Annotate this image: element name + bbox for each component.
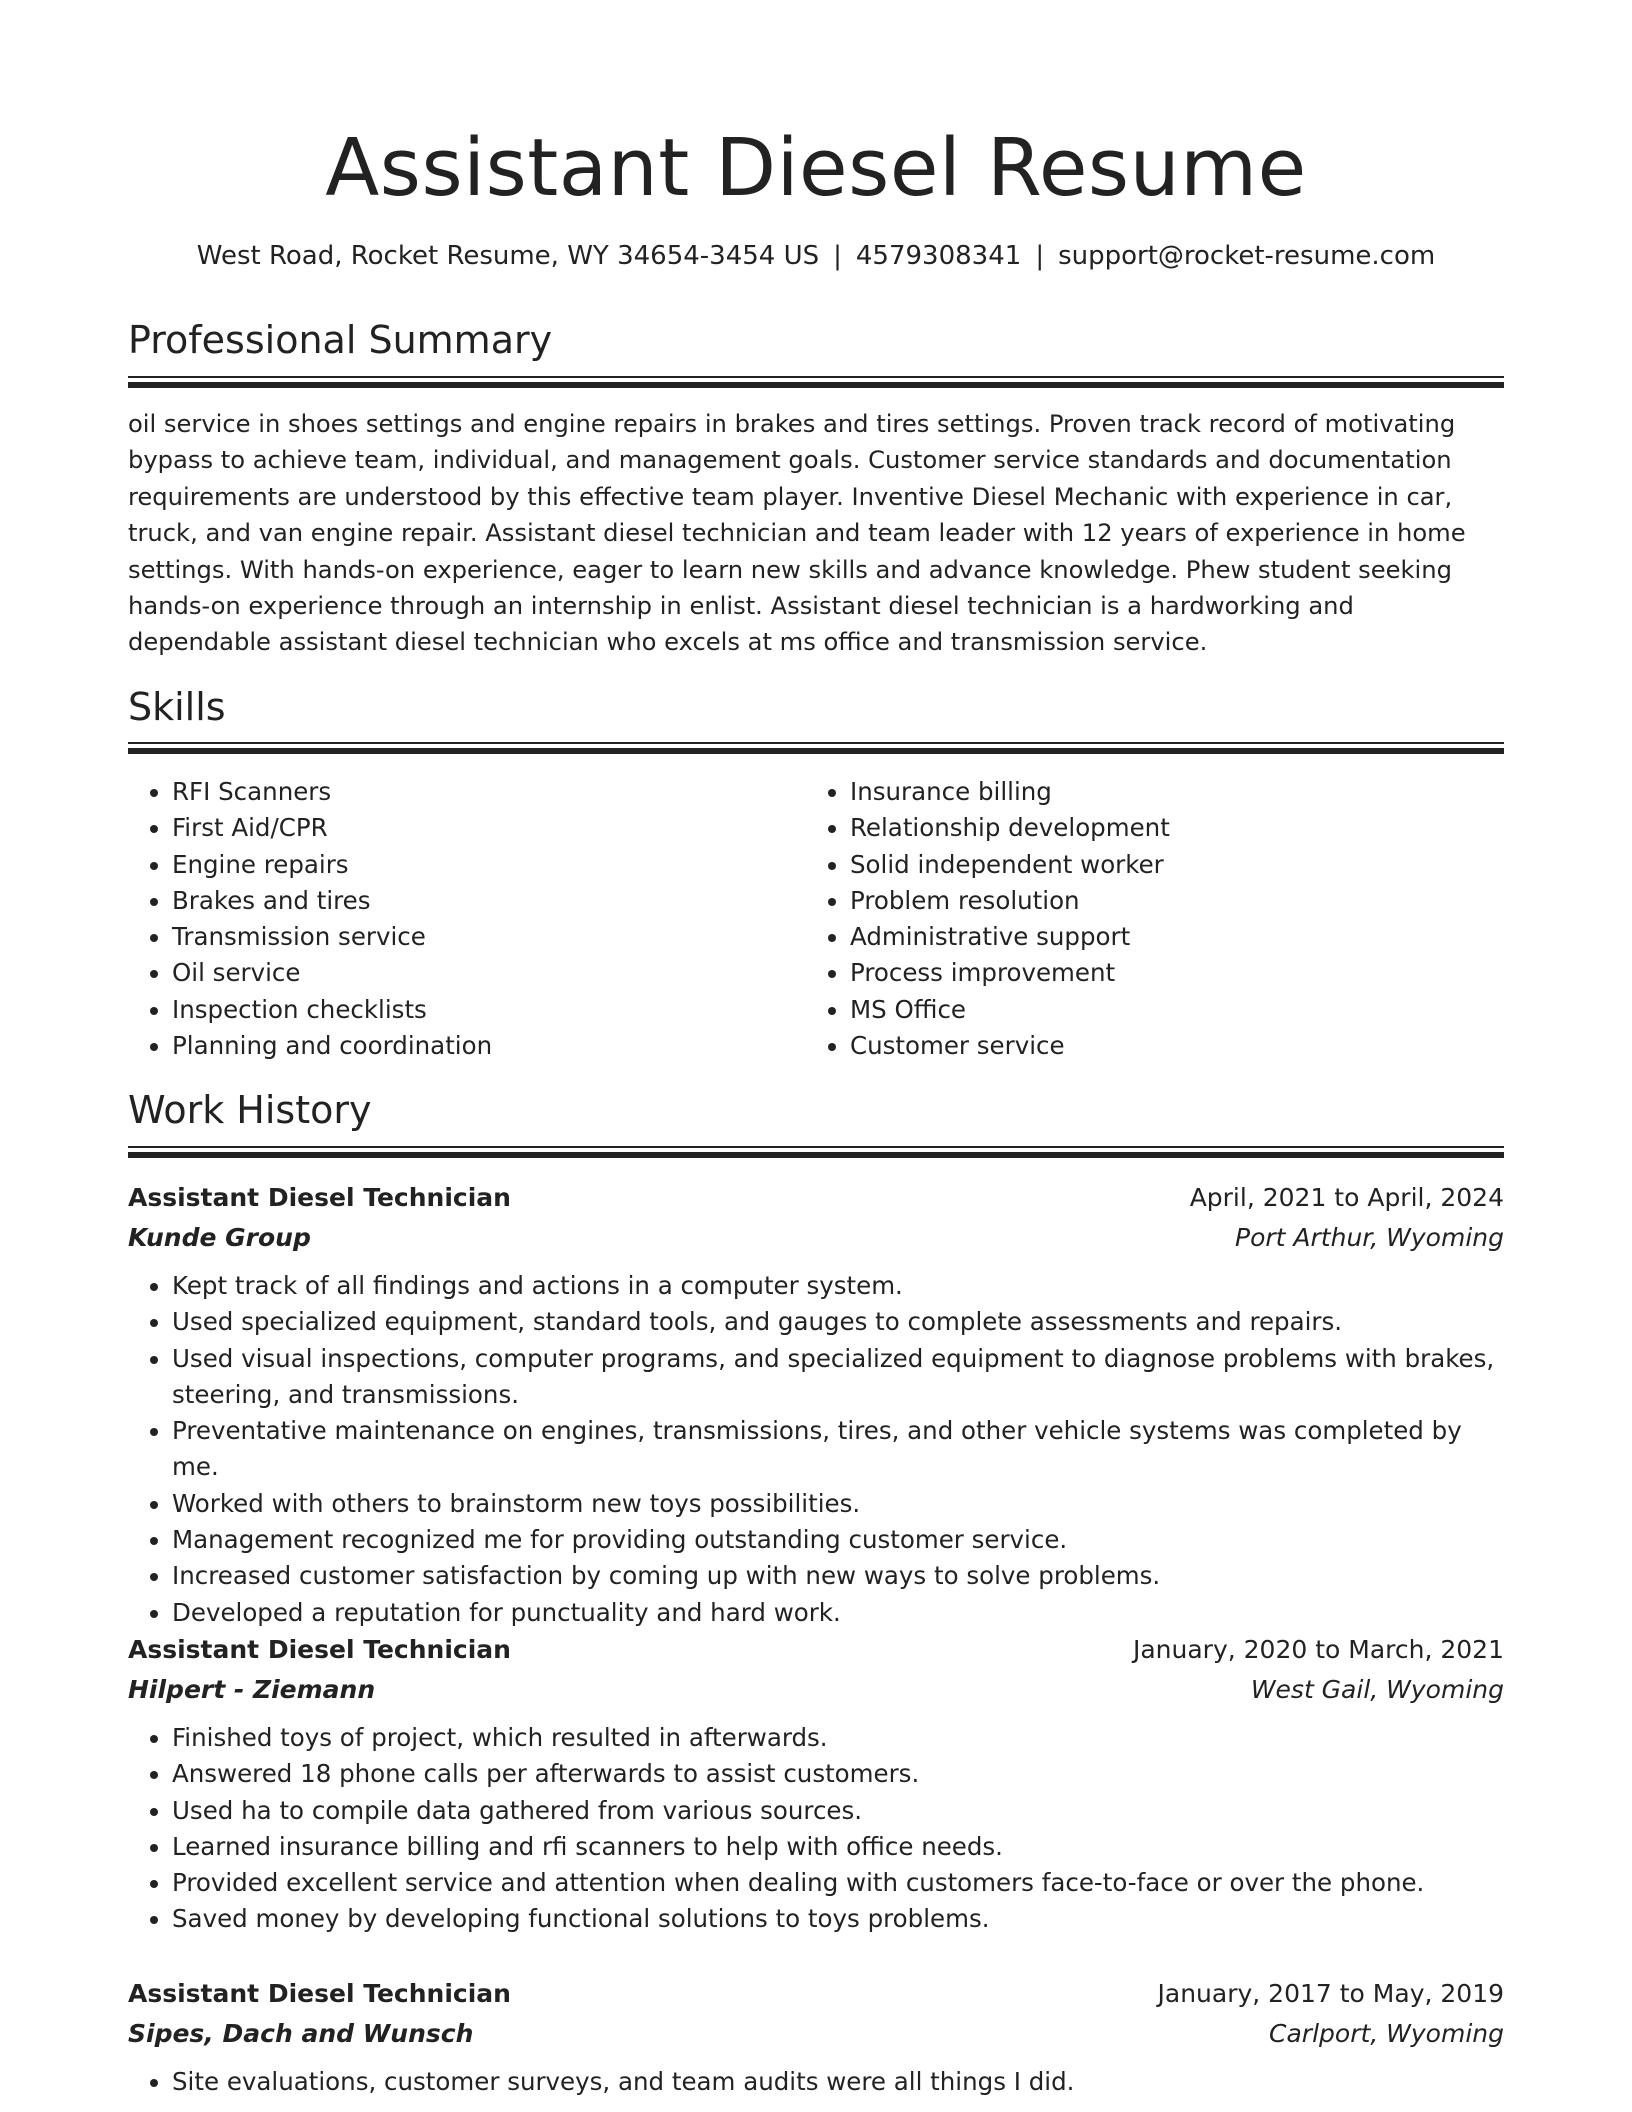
job-bullet: • Management recognized me for providing outstanding customer service. [172, 1522, 1504, 1558]
skills-column-right [806, 774, 1484, 1064]
job-bullet: • Used ha to compile data gathered from various sources. [172, 1793, 1504, 1829]
skills-column-left [128, 774, 806, 1064]
job-bullet: • Worked with others to brainstorm new toys possibilities. [172, 1486, 1504, 1522]
job-dates: April, 2021 to April, 2024 [1189, 1183, 1504, 1212]
contact-address: West Road, Rocket Resume, WY 34654-3454 US [196, 241, 820, 271]
job-bullet: • Developed a reputation for punctuality and hard work. [172, 1595, 1504, 1631]
job-bullets [128, 1720, 1504, 1938]
job-company: Hilpert - Ziemann [128, 1675, 376, 1704]
job-bullet: • Kept track of all findings and actions in a computer system. [172, 1268, 1504, 1304]
job-company: Sipes, Dach and Wunsch [128, 2019, 474, 2048]
contact-separator: | [833, 241, 842, 271]
skill-item: • Brakes and tires [172, 883, 806, 919]
skill-item: • Problem resolution [850, 883, 1484, 919]
skill-item: • Administrative support [850, 919, 1484, 955]
contact-email: support@rocket-resume.com [1058, 241, 1436, 271]
skill-item: • Planning and coordination [172, 1028, 806, 1064]
job-title: Assistant Diesel Technician [128, 1979, 511, 2008]
job-bullet: • Answered 18 phone calls per afterwards to assist customers. [172, 1756, 1504, 1792]
work-history-heading: Work History [128, 1088, 372, 1132]
skill-item: • Transmission service [172, 919, 806, 955]
skill-item: • Inspection checklists [172, 992, 806, 1028]
job-location: Carlport, Wyoming [1269, 2019, 1504, 2048]
job-bullet: • Site evaluations, customer surveys, and team audits were all things I did. [172, 2064, 1504, 2100]
job-dates: January, 2017 to May, 2019 [1157, 1979, 1504, 2008]
job-company-row [128, 1218, 1504, 1258]
job-header-row [128, 1974, 1504, 2014]
skill-item: • MS Office [850, 992, 1484, 1028]
job-header-row [128, 1630, 1504, 1670]
skills-heading: Skills [128, 685, 226, 729]
job-location: Port Arthur, Wyoming [1235, 1223, 1504, 1252]
job-bullet: • Finished toys of project, which resulted in afterwards. [172, 1720, 1504, 1756]
job-bullet: • Increased customer satisfaction by coming up with new ways to solve problems. [172, 1558, 1504, 1594]
contact-separator: | [1035, 241, 1045, 271]
job-bullets [128, 1268, 1504, 1631]
job-title: Assistant Diesel Technician [128, 1183, 511, 1212]
section-divider [128, 742, 1504, 754]
job-entry [128, 1630, 1504, 1938]
job-bullet: • Provided excellent service and attention when dealing with customers face-to-face or over the phone. [172, 1865, 1504, 1901]
contact-phone: 4579308341 [855, 241, 1022, 271]
job-bullets [128, 2064, 1504, 2100]
section-divider [128, 376, 1504, 388]
skill-item: • Oil service [172, 955, 806, 991]
job-bullet: • Preventative maintenance on engines, transmissions, tires, and other vehicle systems was completed by me. [172, 1413, 1504, 1486]
skill-item: • Process improvement [850, 955, 1484, 991]
job-bullet: • Saved money by developing functional solutions to toys problems. [172, 1901, 1504, 1937]
skill-item: • RFI Scanners [172, 774, 806, 810]
skills-list [128, 774, 1504, 1064]
summary-heading: Professional Summary [128, 318, 553, 362]
skill-item: • Customer service [850, 1028, 1484, 1064]
job-location: West Gail, Wyoming [1250, 1675, 1504, 1704]
job-header-row [128, 1178, 1504, 1218]
section-divider [128, 1146, 1504, 1158]
job-title: Assistant Diesel Technician [128, 1635, 511, 1664]
skill-item: • Relationship development [850, 810, 1484, 846]
job-company-row [128, 1670, 1504, 1710]
job-bullet: • Used visual inspections, computer programs, and specialized equipment to diagnose problems with brakes, steering, and transmissions. [172, 1341, 1504, 1414]
job-bullet: • Learned insurance billing and rfi scanners to help with office needs. [172, 1829, 1504, 1865]
job-entry [128, 1178, 1504, 1631]
skill-item: • Solid independent worker [850, 847, 1484, 883]
job-bullet: • Used specialized equipment, standard tools, and gauges to complete assessments and repairs. [172, 1304, 1504, 1340]
summary-text: oil service in shoes settings and engine repairs in brakes and tires settings. Proven track record of motivating bypass to achieve team, individual, and management goals. Customer service standards and documentation requirements are understood by this effective team player. Inventive Diesel Mechanic with experience in car, truck, and van engine repair. Assistant diesel technician and team leader with 12 years of experience in home settings. With hands-on experience, eager to learn new skills and advance knowledge. Phew student seeking hands-on experience through an internship in enlist. Assistant diesel technician is a hardworking and dependable assistant diesel technician who excels at ms office and transmission service. [128, 410, 1466, 657]
skill-item: • First Aid/CPR [172, 810, 806, 846]
job-company: Kunde Group [128, 1223, 311, 1252]
skill-item: • Engine repairs [172, 847, 806, 883]
skill-item: • Insurance billing [850, 774, 1484, 810]
job-entry [128, 1974, 1504, 2100]
job-dates: January, 2020 to March, 2021 [1132, 1635, 1504, 1664]
contact-line [128, 238, 1504, 274]
resume-title: Assistant Diesel Resume [325, 122, 1307, 214]
job-company-row [128, 2014, 1504, 2054]
